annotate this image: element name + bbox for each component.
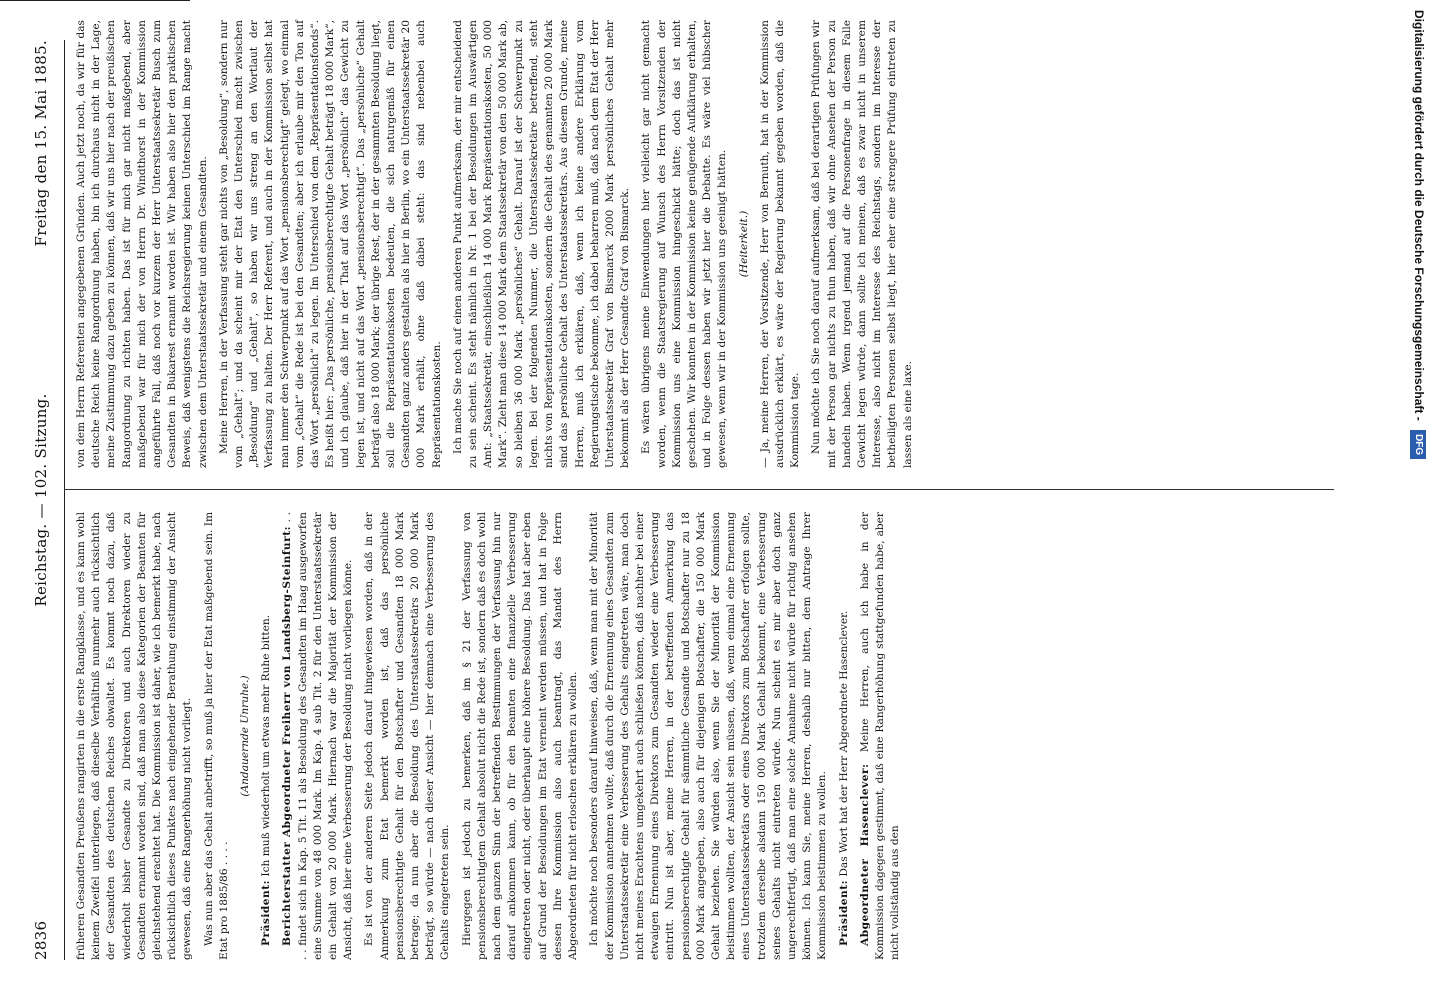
paragraph-text: (Andauernde Unruhe.) xyxy=(239,675,252,797)
paragraph xyxy=(74,20,211,468)
paragraph-text: Es wären übrigens meine Einwendungen hier vielleicht gar nicht gemacht worden, wenn die Staatsregierung auf Wunsch des Herrn Vorsitzenden der Kommission uns eine Kommission hingeschickt hätte; doch das ist nicht geschehen. Wir konnten in der Kommission keine genügende Aufklärung erhalten, und in Folge dessen haben wir jetzt hier die Debatte. Es wäre viel hübscher gewesen, wenn wir in der Kommission uns geeinigt hätten. xyxy=(640,20,729,468)
paragraph-text: Hiergegen ist jedoch zu bemerken, daß im § 21 der Verfassung von pensionsberechtigtem Gehalt absolut nicht die Rede ist, sondern daß es doch wohl nach dem ganzen Sinn der betreffenden Bestimmungen der Verfassung hin nur darauf ankommen kann, ob für den Beamten eine finanzielle Verbesserung eingetreten oder nicht, oder überhaupt eine höhere Besoldung. Das hat aber eben auf Grund der Besoldungen im Etat verneint werden müssen, und hat in Folge dessen Ihre Kommission also auch beantragt, das Mandat des Herrn Abgeordneten für nicht erloschen erklären zu wollen. xyxy=(460,512,580,960)
paragraph xyxy=(238,512,253,960)
dfg-credit xyxy=(1408,10,1430,990)
dfg-logo: DFG xyxy=(1410,430,1426,459)
paragraph xyxy=(639,20,730,468)
credit-text: Digitalisierung gefördert durch die Deutsche Forschungsgemeinschaft - xyxy=(1412,10,1426,421)
header-rule xyxy=(64,40,65,960)
paragraph xyxy=(362,512,453,960)
paragraph-text: — Ja, meine Herren, der Vorsitzende, Herr von Bernuth, hat in der Kommission ausdrücklich erklärt, es wäre der Regierung bekannt gegeben worden, daß die Kommission tage. xyxy=(758,20,802,468)
paragraph xyxy=(809,20,915,468)
paragraph xyxy=(758,20,804,468)
speaker-name: Abgeordneter Hasenclever: xyxy=(858,763,871,946)
paragraph-text: Ich muß wiederholt um etwas mehr Ruhe bitten. xyxy=(260,614,273,877)
left-column xyxy=(74,512,909,960)
session-title: Reichstag. — 102. Sitzung. xyxy=(32,393,50,607)
speaker-name: Präsident: xyxy=(260,879,273,946)
paragraph xyxy=(858,512,904,960)
speaker-name: Präsident: xyxy=(837,879,850,946)
column-divider xyxy=(64,489,1334,490)
right-column xyxy=(74,20,922,468)
paragraph xyxy=(259,512,274,960)
paragraph xyxy=(460,512,582,960)
paragraph-text: Was nun aber das Gehalt anbetrifft, so muß ja hier der Etat maßgebend sein. Im Etat pro 1885/86 . . . . xyxy=(202,512,230,960)
paragraph-text: Es ist von der anderen Seite jedoch darauf hingewiesen worden, daß in der Anmerkung zum Etat bemerkt worden ist, daß das persönliche pensionsberechtigte Gehalt für den Botschafter und Gesandten 18 000 Mark betrage; da nun aber die Besoldung des Unterstaatssekretärs 20 000 Mark beträgt, so würde — nach dieser Ansicht — hier demnach eine Verbesserung des Gehalts eingetreten sein. xyxy=(363,512,452,960)
paragraph-text: . . . . findet sich in Kap. 5 Tit. 11 als Besoldung des Gesandten im Haag ausgeworfen eine Summe von 48 000 Mark. Im Kap. 4 sub Tit. 2 für den Unterstaatssekretär ein Gehalt von 20 000 Mark. Hiernach war die Majorität der Kommission der Ansicht, daß hier eine Verbesserung der Besoldung nicht vorliegen könne. xyxy=(281,512,355,960)
paragraph-text: Meine Herren, in der Verfassung steht gar nichts von „Besoldung“, sondern nur vom „Gehalt“; und da scheint mir der Etat den Unterschied macht zwischen „Besoldung“ und „Gehalt“, so haben wir uns streng an den Wortlaut der Verfassung zu halten. Der Herr Referent, und auch in der Kommission selbst hat man immer den Schwerpunkt auf das Wort „pensionsberechtigt“ gelegt, wo einmal vom „Gehalt“ die Rede ist bei den Gesandten; aber ich erlaube mir den Ton auf das Wort „persönlich“ zu legen. Im Unterschied von dem „Repräsentationsfonds“. Es heißt hier: „Das persönliche, pensionsberechtigte Gehalt beträgt 18 000 Mark“, und ich glaube, daß hier in der That auf das Wort „persönlich“ das Gewicht zu legen ist, und nicht auf das Wort „pensionsberechtigt“. Das „persönliche“ Gehalt beträgt also 18 000 Mark; der übrige Rest, der in der gesammten Besoldung liegt, soll die Repräsentationskosten bedeuten, die sich naturgemäß für einen Gesandten ganz anders gestalten als hier in Berlin, wo ein Unterstaatssekretär 20 000 Mark erhält, ohne daß dabei steht: das sind nebenbei auch Repräsentationskosten. xyxy=(217,20,443,468)
running-header xyxy=(26,40,60,960)
paragraph-text: Ich mache Sie noch auf einen anderen Punkt aufmerksam, der mir entscheidend zu sein scheint. Es steht nämlich in Nr. 1 bei der Besoldungen im Auswärtigen Amt: „Staatssekretär, einschließlich 14 000 Mark Repräsentationskosten, 50 000 Mark“. Zieht man diese 14 000 Mark dem Staatssekretär von den 50 000 Mark ab, so bleiben 36 000 Mark „persönliches“ Gehalt. Darauf ist der Schwerpunkt zu legen. Bei der folgenden Nummer, die Unterstaatssekretäre betreffend, steht nichts von Repräsentationskosten, sondern die Gehalt des genannten 20 000 Mark sind das persönliche Gehalt des Unterstaatssekretärs. Aus diesem Grunde, meine Herren, muß ich erklären, daß, wenn ich keine andere Erklärung vom Regierungstische bekomme, ich dabei beharren muß, daß nach dem Etat der Herr Unterstaatssekretär Graf von Bismarck 2000 Mark persönliches Gehalt mehr bekommt als der Herr Gesandte Graf von Bismarck. xyxy=(451,20,632,468)
paragraph xyxy=(837,512,852,960)
paragraph-text: Das Wort hat der Herr Abgeordnete Hasenclever. xyxy=(837,610,850,877)
paragraph xyxy=(280,512,356,960)
paragraph-text: (Heiterkeit.) xyxy=(737,210,750,278)
paragraph-text: früheren Gesandten Preußens rangirten in die erste Rangklasse, und es kann wohl keinem Zweifel unterliegen, daß dieselbe Verhältniß nunmehr auch rücksichtlich der Gesandten des deutschen Reiches obwaltet. Es kommt noch dazu, daß wiederholt bisher Gesandte zu Direktoren und auch Direktoren wieder zu Gesandten ernannt worden sind, daß man also diese Kategorien der Beamten für gleichstehend erachtet hat. Die Kommission ist daher, wie ich bemerkt habe, nach rücksichtlich dieses Punktes nach eingehender Berathung einstimmig der Ansicht gewesen, daß eine Rangerhöhung nicht vorliegt. xyxy=(75,512,194,960)
paragraph-text: Nun möchte ich Sie noch darauf aufmerksam, daß bei derartigen Prüfungen wir mit der Person gar nichts zu thun haben, daß wir ohne Ansehen der Person zu handeln haben. Wenn irgend jemand auf die Personenfrage in diesem Falle Gewicht legen würde, dann sollte ich meinen, daß es zwar nicht in unserem Interesse, also nicht im Interesse des Reichstags, sondern im Interesse der betheiligten Personen selbst liegt, hier eher eine strengere Prüfung eintreten zu lassen als eine laxe. xyxy=(810,20,914,468)
paragraph xyxy=(202,512,232,960)
session-date: Freitag den 15. Mai 1885. xyxy=(32,40,50,247)
paragraph xyxy=(737,20,752,468)
paragraph xyxy=(451,20,633,468)
paragraph xyxy=(74,512,196,960)
speaker-name: Berichterstatter Abgeordneter Freiherr von Landsberg-Steinfurt: xyxy=(281,525,294,946)
page-number: 2836 xyxy=(32,920,50,960)
paragraph xyxy=(217,20,445,468)
paragraph-text: Meine Herren, auch ich habe in der Kommission dagegen gestimmt, daß eine Rangerhöhung stattgefunden habe, aber nicht vollständig aus den xyxy=(858,511,902,960)
paragraph-text: von dem Herrn Referenten angegebenen Gründen. Auch jetzt noch, da wir für das deutsche Reich keine Rangordnung haben, bin ich durchaus nicht in der Lage, meine Zustimmung dazu geben zu können, daß wir uns hier nach der preußischen Rangordnung zu richten haben. Das ist für mich gar nicht maßgebend, aber maßgebend war für mich der von Herrn Dr. Windthorst in der Kommission angeführte Fall, daß noch vor kurzem der Herr Unterstaatssekretär Busch zum Gesandten in Bukarest ernannt worden ist. Wir haben also hier den praktischen Beweis, daß wenigstens die Reichsregierung keinen Unterschied im Range macht zwischen dem Unterstaatssekretär und einem Gesandten. xyxy=(75,20,209,468)
paragraph-text: Ich möchte noch besonders darauf hinweisen, daß, wenn man mit der Minorität der Kommission annehmen wollte, daß durch die Ernennung eines Gesandten zum Unterstaatssekretär eine Verbesserung des Gehalts eingetreten wäre, man doch nicht meines Erachtens umgekehrt auch schließen können, daß nachher bei einer etwaigen Ernennung eines Direktors zum Gesandten wieder eine Verbesserung eintritt. Nun ist aber, meine Herren, in der betreffenden Anmerkung das pensionsberechtigte Gehalt für sämmtliche Gesandte und Botschafter nur zu 18 000 Mark angegeben, also auch für diejenigen Botschafter, die 150 000 Mark Gehalt beziehen. Sie würden also, wenn Sie der Minorität der Kommission beistimmen wollten, der Ansicht sein müssen, daß, wenn einmal eine Ernennung eines Unterstaatssekretärs oder eines Direktors zum Botschafter erfolgen sollte, trotzdem derselbe alsdann 150 000 Mark Gehalt bekommt, eine Verbesserung seines Gehalts nicht eintreten würde. Nun scheint es mir aber doch ganz ungerechtfertigt, daß man eine solche Annahme nicht würde für richtig ansehen können. Ich kann Sie, meine Herren, deshalb nur bitten, dem Antrage Ihrer Kommission beistimmen zu wollen. xyxy=(588,512,829,960)
paragraph xyxy=(587,512,830,960)
